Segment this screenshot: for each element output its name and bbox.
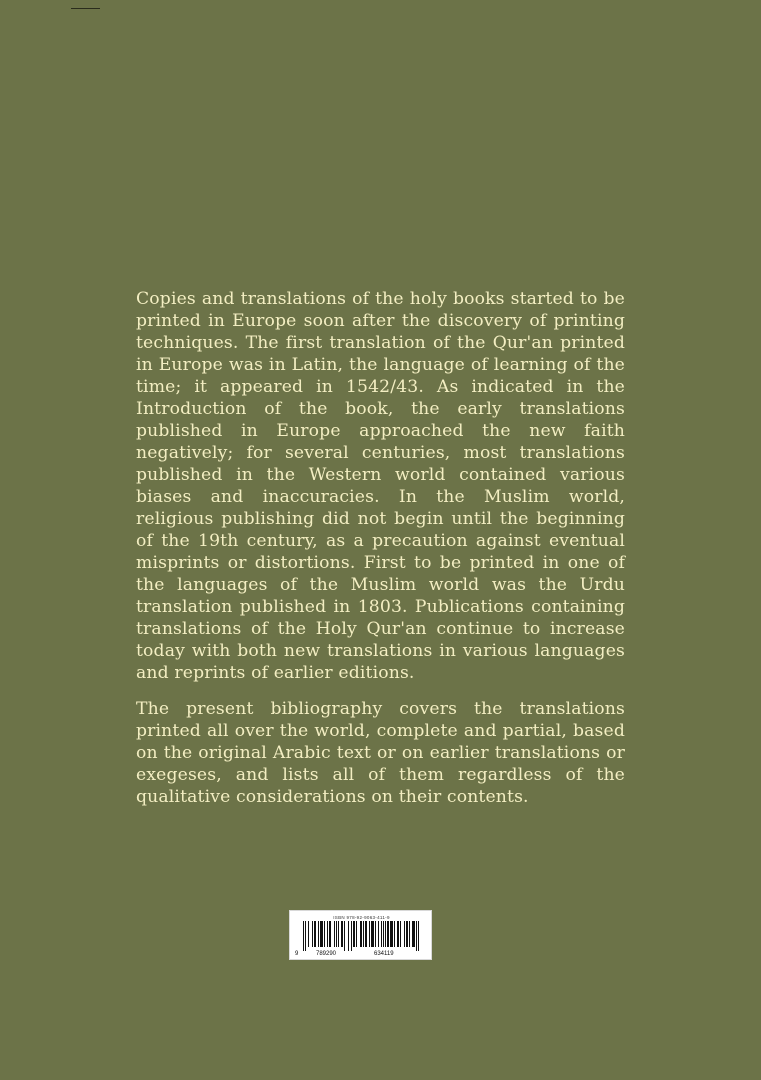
barcode-digits	[290, 951, 433, 959]
barcode-bar	[416, 921, 417, 951]
barcode-bar	[378, 921, 379, 947]
barcode-bar	[375, 921, 376, 947]
paragraph-scope: The present bibliography covers the translations printed all over the world, complete and partial, based on the original Arabic text or on earlier translations or exegeses, and lists all of them regardless of the qualitative considerations on their contents.	[136, 699, 625, 807]
barcode-bar	[351, 921, 352, 951]
barcode-bar	[363, 921, 364, 947]
barcode-bar	[348, 921, 349, 951]
barcode-bar	[394, 921, 395, 947]
barcode-bar	[338, 921, 339, 947]
barcode-bar	[320, 921, 323, 947]
crop-mark	[71, 8, 100, 9]
barcode-bar	[371, 921, 374, 947]
barcode-bar	[397, 921, 399, 947]
barcode-bar	[334, 921, 335, 947]
barcode-bar	[308, 921, 309, 947]
paragraph-history: Copies and translations of the holy books started to be printed in Europe soon after the discovery of printing techniques. The first translation of the Qur'an printed in Europe was in Latin, the language of learning of the time; it appeared in 1542/43. As indicated in the Introduction of the book, the early translations published in Europe approached the new faith negatively; for several centuries, most translations published in the Western world contained various biases and inaccuracies. In the Muslim world, religious publishing did not begin until the beginning of the 19th century, as a precaution against eventual misprints or distortions. First to be printed in one of the languages of the Muslim world was the Urdu translation published in 1803. Publications containing translations of the Holy Qur'an continue to increase today with both new translations in various languages and reprints of earlier editions.	[136, 289, 625, 683]
back-cover-text	[136, 288, 625, 822]
barcode-bar	[356, 921, 357, 947]
barcode-bar	[390, 921, 393, 947]
barcode-bar	[404, 921, 405, 947]
barcode-bar	[327, 921, 328, 947]
barcode-right-digits: 634119	[374, 951, 394, 957]
barcode-bar	[314, 921, 316, 947]
isbn-label: ISBN 978-92-9063-411-9	[333, 915, 390, 920]
barcode-bar	[409, 921, 410, 947]
barcode-bar	[400, 921, 401, 947]
barcode-bar	[341, 921, 343, 947]
barcode-bar	[360, 921, 362, 947]
barcode-bar	[387, 921, 389, 947]
barcode-bar	[312, 921, 313, 947]
barcode-bar	[412, 921, 415, 947]
barcode-left-digits: 789290	[316, 951, 337, 957]
isbn-barcode	[289, 910, 432, 960]
barcode-bar	[336, 921, 337, 947]
barcode-bar	[318, 921, 319, 947]
barcode-bars	[303, 921, 420, 951]
barcode-bar	[381, 921, 382, 947]
barcode-bar	[418, 921, 419, 951]
barcode-bar	[353, 921, 355, 947]
barcode-bar	[324, 921, 325, 947]
barcode-first-digit: 9	[295, 951, 299, 957]
barcode-bar	[303, 921, 304, 951]
barcode-bar	[406, 921, 408, 947]
barcode-bar	[369, 921, 370, 947]
barcode-bar	[365, 921, 367, 947]
barcode-bar	[344, 921, 345, 951]
barcode-bar	[305, 921, 306, 951]
barcode-bar	[329, 921, 331, 947]
barcode-bar	[385, 921, 386, 947]
barcode-bar	[383, 921, 384, 947]
